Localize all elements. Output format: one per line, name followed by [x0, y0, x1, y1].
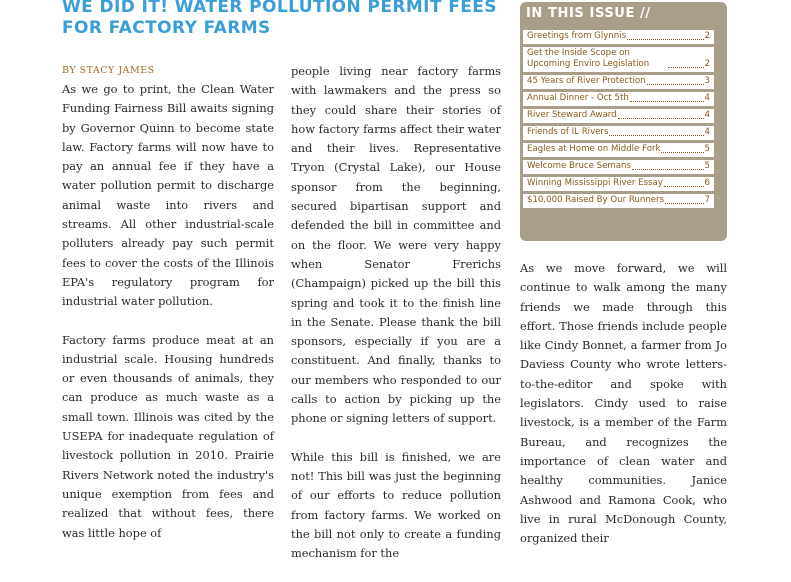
toc-dot-leader: [609, 135, 703, 136]
toc-item-page: 3: [704, 76, 710, 86]
article-column-2: [291, 62, 501, 582]
toc-item-page: 4: [704, 110, 710, 120]
toc-item-label: Greetings from Glynnis: [527, 31, 627, 41]
toc-item-label: Annual Dinner - Oct 5th: [527, 93, 629, 103]
toc-dot-leader: [668, 67, 704, 68]
toc-dot-leader: [647, 84, 704, 85]
article-headline: WE DID IT! WATER POLLUTION PERMIT FEES FOR FACTORY FARMS: [62, 0, 497, 38]
toc-item[interactable]: [523, 92, 714, 106]
toc-item-label: Winning Mississippi River Essay: [527, 178, 663, 188]
toc-item-page: 5: [704, 144, 710, 154]
toc-item-label: Get the Inside Scope on Upcoming Enviro Legislation: [527, 48, 650, 69]
paragraph: As we move forward, we will continue to walk among the many friends we made through this effort. Those friends include people like Cindy Bonnet, a farmer from Jo Daviess County who wrote letters-to-the-editor and spoke with legislators. Cindy used to raise livestock, is a member of the Farm Bureau, and recognizes the importance of clean water and healthy communities. Janice Ashwood and Ramona Cook, who live in rural McDonough County, organized their: [520, 261, 727, 546]
paragraph: While this bill is finished, we are not! This bill was just the beginning of our efforts to reduce pollution from factory farms. We worked on the bill not only to create a funding mechanism for the: [291, 449, 501, 561]
toc-item-page: 6: [704, 178, 710, 188]
toc-item-page: 2: [704, 59, 710, 69]
toc-item-label: Eagles at Home on Middle Fork: [527, 144, 661, 154]
toc-dot-leader: [627, 39, 703, 40]
paragraph: As we go to print, the Clean Water Funding Fairness Bill awaits signing by Governor Quinn to become state law. Factory farms will now have to pay an annual fee if they have a water pollution permit to discharge animal waste into rivers and streams. All other industrial-scale polluters already pay such permit fees to cover the costs of the Illinois EPA's regulatory program for industrial water pollution.: [62, 82, 274, 309]
paragraph: Factory farms produce meat at an industrial scale. Housing hundreds or even thousands of animals, they can produce as much waste as a small town. Illinois was cited by the USEPA for inadequate regulation of livestock pollution in 2010. Prairie Rivers Network noted the industry's unique exemption from fees and realized that without fees, there was little hope of: [62, 332, 274, 540]
toc-dot-leader: [618, 118, 704, 119]
toc-dot-leader: [632, 169, 704, 170]
toc-item[interactable]: [523, 177, 714, 191]
in-this-issue-box: [520, 2, 727, 241]
toc-item-label: 45 Years of River Protection: [527, 76, 646, 86]
in-this-issue-title: IN THIS ISSUE //: [526, 6, 651, 21]
article-byline: BY STACY JAMES: [62, 65, 155, 76]
toc-item[interactable]: [523, 30, 714, 44]
toc-dot-leader: [630, 101, 704, 102]
toc-item-page: 4: [704, 93, 710, 103]
article-column-1: [62, 80, 274, 562]
toc-item[interactable]: [523, 143, 714, 157]
toc-item[interactable]: [523, 160, 714, 174]
toc-dot-leader: [665, 203, 703, 204]
article-column-3: [520, 259, 727, 567]
toc-dot-leader: [664, 186, 704, 187]
toc-item-label: Friends of IL Rivers: [527, 127, 609, 137]
paragraph: people living near factory farms with lawmakers and the press so they could share their stories of how factory farms affect their water and their lives. Representative Tryon (Crystal Lake), our House sponsor from the beginning, secured bipartisan support and defended the bill in committee and on the floor. We were very happy when Senator Frerichs (Champaign) picked up the bill this spring and took it to the finish line in the Senate. Please thank the bill sponsors, especially if you are a constituent. And finally, thanks to our members who responded to our calls to action by picking up the phone or signing letters of support.: [291, 64, 501, 426]
toc-dot-leader: [661, 152, 703, 153]
toc-item[interactable]: [523, 194, 714, 208]
toc-item-page: 7: [704, 195, 710, 205]
toc-item[interactable]: [523, 75, 714, 89]
toc-item-label: River Steward Award: [527, 110, 617, 120]
toc-item-page: 5: [704, 161, 710, 171]
toc-item[interactable]: [523, 109, 714, 123]
toc-item-label: Welcome Bruce Semans: [527, 161, 631, 171]
toc-item[interactable]: [523, 126, 714, 140]
toc-item[interactable]: [523, 47, 714, 72]
toc-item-page: 2: [704, 31, 710, 41]
in-this-issue-list: [523, 30, 714, 211]
toc-item-label: $10,000 Raised By Our Runners: [527, 195, 665, 205]
toc-item-page: 4: [704, 127, 710, 137]
